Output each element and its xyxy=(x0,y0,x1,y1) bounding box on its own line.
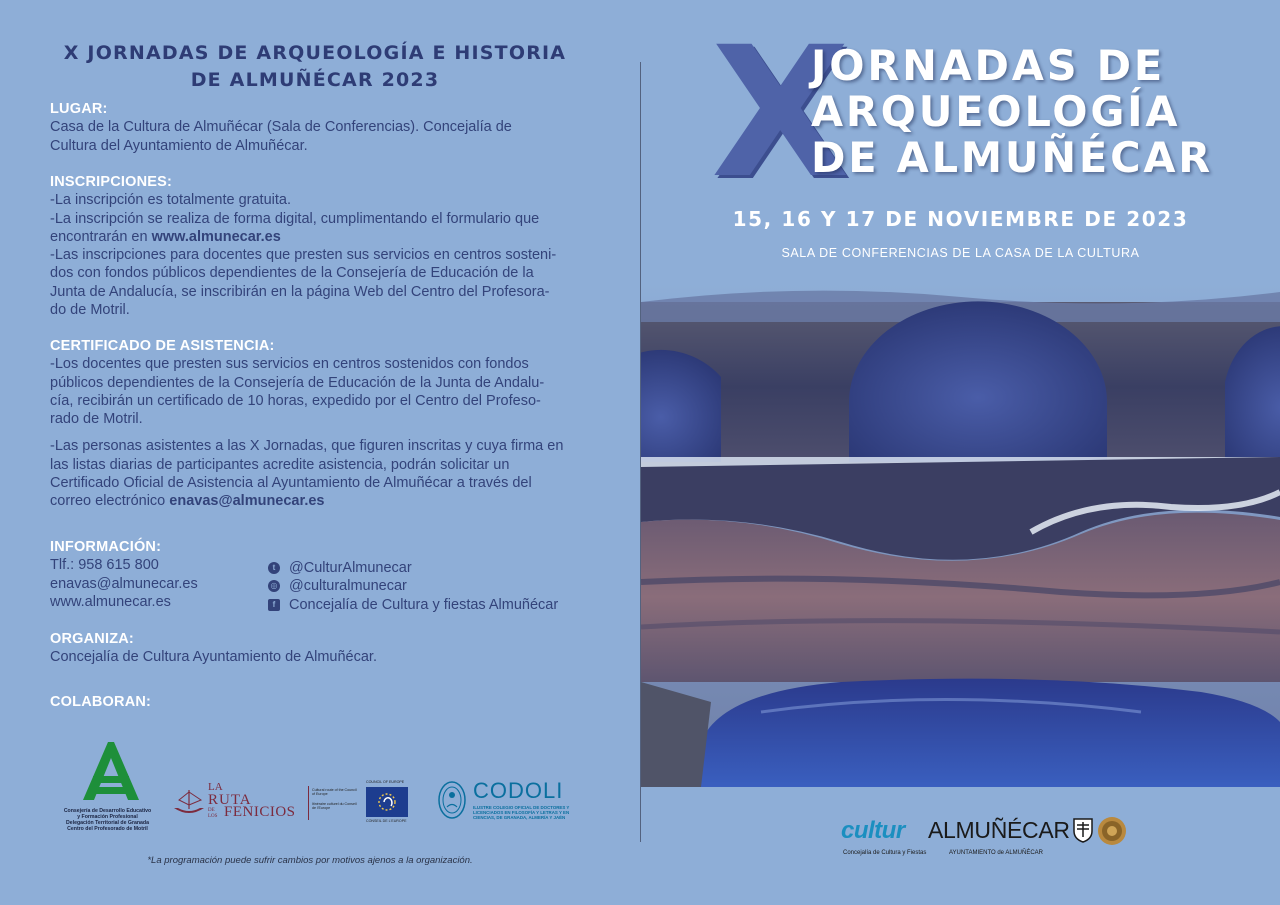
document-title-line2: DE ALMUÑÉCAR 2023 xyxy=(190,69,440,91)
coe-council-top: COUNCIL OF EUROPE xyxy=(366,780,405,784)
ruta-la: LA xyxy=(208,781,223,793)
cover-title xyxy=(811,43,1213,181)
cultur-almunecar-logo xyxy=(841,815,1141,865)
ruta-fenicios-logo xyxy=(172,778,422,826)
junta-line: Consejería de Desarrollo Educativo xyxy=(63,808,152,814)
certificado-heading: CERTIFICADO DE ASISTENCIA: xyxy=(50,338,275,354)
junta-line: Delegación Territorial de Granada xyxy=(66,820,149,827)
inscripciones-line: Junta de Andalucía, se inscribirán en la página Web del Centro del Profesora- xyxy=(50,283,550,300)
phoenician-ship-icon xyxy=(172,788,206,818)
brand-sub-ayuntamiento: AYUNTAMIENTO de ALMUÑÉCAR xyxy=(949,850,1044,856)
codoli-logo xyxy=(437,778,587,826)
inscripciones-line: -Las inscripciones para docentes que presten sus servicios en centros sosteni- xyxy=(50,247,557,264)
inscripciones-text: encontrarán en xyxy=(50,228,152,245)
certificado-line: -Los docentes que presten sus servicios en centros sostenidos con fondos xyxy=(50,356,529,373)
brand-sub-concejalia: Concejalía de Cultura y Fiestas xyxy=(843,850,927,856)
facebook-link[interactable] xyxy=(268,596,558,614)
ruta-word: RUTA xyxy=(208,792,252,808)
inscripciones-line xyxy=(50,228,610,246)
certificado-section xyxy=(50,337,610,511)
twitter-icon: t xyxy=(268,562,280,574)
document-title xyxy=(50,40,580,94)
certificado-line: -Las personas asistentes a las X Jornadas, que figuren inscritas y cuya firma en xyxy=(50,438,564,455)
paragraph-gap xyxy=(50,428,610,437)
inscripciones-heading: INSCRIPCIONES: xyxy=(50,174,173,190)
inscripciones-line: -La inscripción se realiza de forma digital, cumplimentando el formulario que xyxy=(50,210,540,227)
social-links xyxy=(268,559,558,614)
big-roman-numeral: X xyxy=(711,9,846,218)
twitter-link[interactable] xyxy=(268,559,558,577)
instagram-handle: @culturalmunecar xyxy=(289,578,407,595)
certificado-line: las listas diarias de participantes acredite asistencia, podrán solicitar un xyxy=(50,456,510,473)
document-title-line1: X JORNADAS DE ARQUEOLOGÍA E HISTORIA xyxy=(63,42,567,64)
colaboran-heading: COLABORAN: xyxy=(50,694,152,710)
organiza-text: Concejalía de Cultura Ayuntamiento de Almuñécar. xyxy=(50,649,377,666)
inscripciones-line: dos con fondos públicos dependientes de la Consejería de Educación de la xyxy=(50,265,534,282)
inscripciones-line: -La inscripción es totalmente gratuita. xyxy=(50,192,291,209)
event-venue: SALA DE CONFERENCIAS DE LA CASA DE LA CULTURA xyxy=(781,246,1140,260)
informacion-heading: INFORMACIÓN: xyxy=(50,539,162,555)
brand-cultur: cultur xyxy=(841,817,905,844)
phone-number: Tlf.: 958 615 800 xyxy=(50,557,159,574)
council-of-europe-flag-icon xyxy=(366,787,408,817)
codoli-subtitle: ILUSTRE COLEGIO OFICIAL DE DOCTORES Y LICENCIADOS EN FILOSOFÍA Y LETRAS Y EN CIENCIAS, DE GRANADA, ALMERÍA Y JAÉN xyxy=(473,805,570,821)
certificado-line: Certificado Oficial de Asistencia al Ayuntamiento de Almuñécar a través del xyxy=(50,475,532,492)
twitter-handle: @CulturAlmunecar xyxy=(289,560,412,576)
certificado-line: públicos dependientes de la Consejería de Educación de la Junta de Andalu- xyxy=(50,374,545,391)
certificado-line: cía, recibirán un certificado de 10 horas, expedido por el Centro del Profeso- xyxy=(50,392,541,409)
inscripciones-line: do de Motril. xyxy=(50,302,130,319)
cover-panel xyxy=(641,0,1280,905)
organiza-heading: ORGANIZA: xyxy=(50,631,134,647)
codoli-seal-icon xyxy=(437,780,467,820)
junta-line: y Formación Profesional xyxy=(77,814,138,821)
ruins-photo xyxy=(641,282,1280,787)
certificado-line: rado de Motril. xyxy=(50,411,143,428)
lugar-heading: LUGAR: xyxy=(50,101,108,117)
brand-almunecar: ALMUÑÉCAR xyxy=(928,817,1070,843)
junta-text xyxy=(60,808,155,832)
logo-divider xyxy=(308,786,309,820)
ruta-fenicios: FENICIOS xyxy=(224,804,296,820)
contact-website[interactable]: www.almunecar.es xyxy=(50,593,171,610)
junta-line: Centro del Profesorado de Motril xyxy=(67,826,148,833)
colaboran-section xyxy=(50,693,610,711)
contact-email[interactable]: enavas@almunecar.es xyxy=(50,575,198,592)
cover-title-line: JORNADAS DE xyxy=(811,41,1166,90)
instagram-icon: ◎ xyxy=(268,580,280,592)
email-link[interactable]: enavas@almunecar.es xyxy=(169,493,325,510)
certificado-text: correo electrónico xyxy=(50,493,170,510)
junta-andalucia-logo xyxy=(60,740,155,832)
instagram-link[interactable] xyxy=(268,577,558,595)
codoli-name: CODOLI xyxy=(473,778,564,803)
inscripciones-section xyxy=(50,173,610,319)
lugar-section xyxy=(50,100,610,155)
coe-cultural-route: Cultural route of the Council of Europe xyxy=(312,788,357,797)
organiza-section xyxy=(50,630,610,667)
coe-council-bottom: CONSEIL DE L'EUROPE xyxy=(366,819,407,823)
website-link[interactable]: www.almunecar.es xyxy=(151,228,281,245)
event-dates: 15, 16 Y 17 DE NOVIEMBRE DE 2023 xyxy=(732,207,1189,231)
certificado-line xyxy=(50,492,610,510)
footnote: *La programación puede sufrir cambios por motivos ajenos a la organización. xyxy=(147,855,473,866)
lugar-line: Casa de la Cultura de Almuñécar (Sala de Conferencias). Concejalía de xyxy=(50,119,512,136)
cover-title-line: ARQUEOLOGÍA xyxy=(811,87,1181,136)
almunecar-coat-of-arms-icon xyxy=(1072,817,1094,843)
facebook-page: Concejalía de Cultura y fiestas Almuñécar xyxy=(289,596,559,613)
gold-medallion-icon xyxy=(1097,816,1127,846)
junta-andalucia-emblem-icon xyxy=(73,740,143,802)
facebook-icon: f xyxy=(268,599,280,611)
coe-itineraire: Itinéraire culturel du Conseil de l'Europe xyxy=(312,802,357,811)
cover-title-line: DE ALMUÑÉCAR xyxy=(811,133,1214,182)
lugar-line: Cultura del Ayuntamiento de Almuñécar. xyxy=(50,137,308,154)
ruta-de-los: DE LOS xyxy=(208,808,218,819)
